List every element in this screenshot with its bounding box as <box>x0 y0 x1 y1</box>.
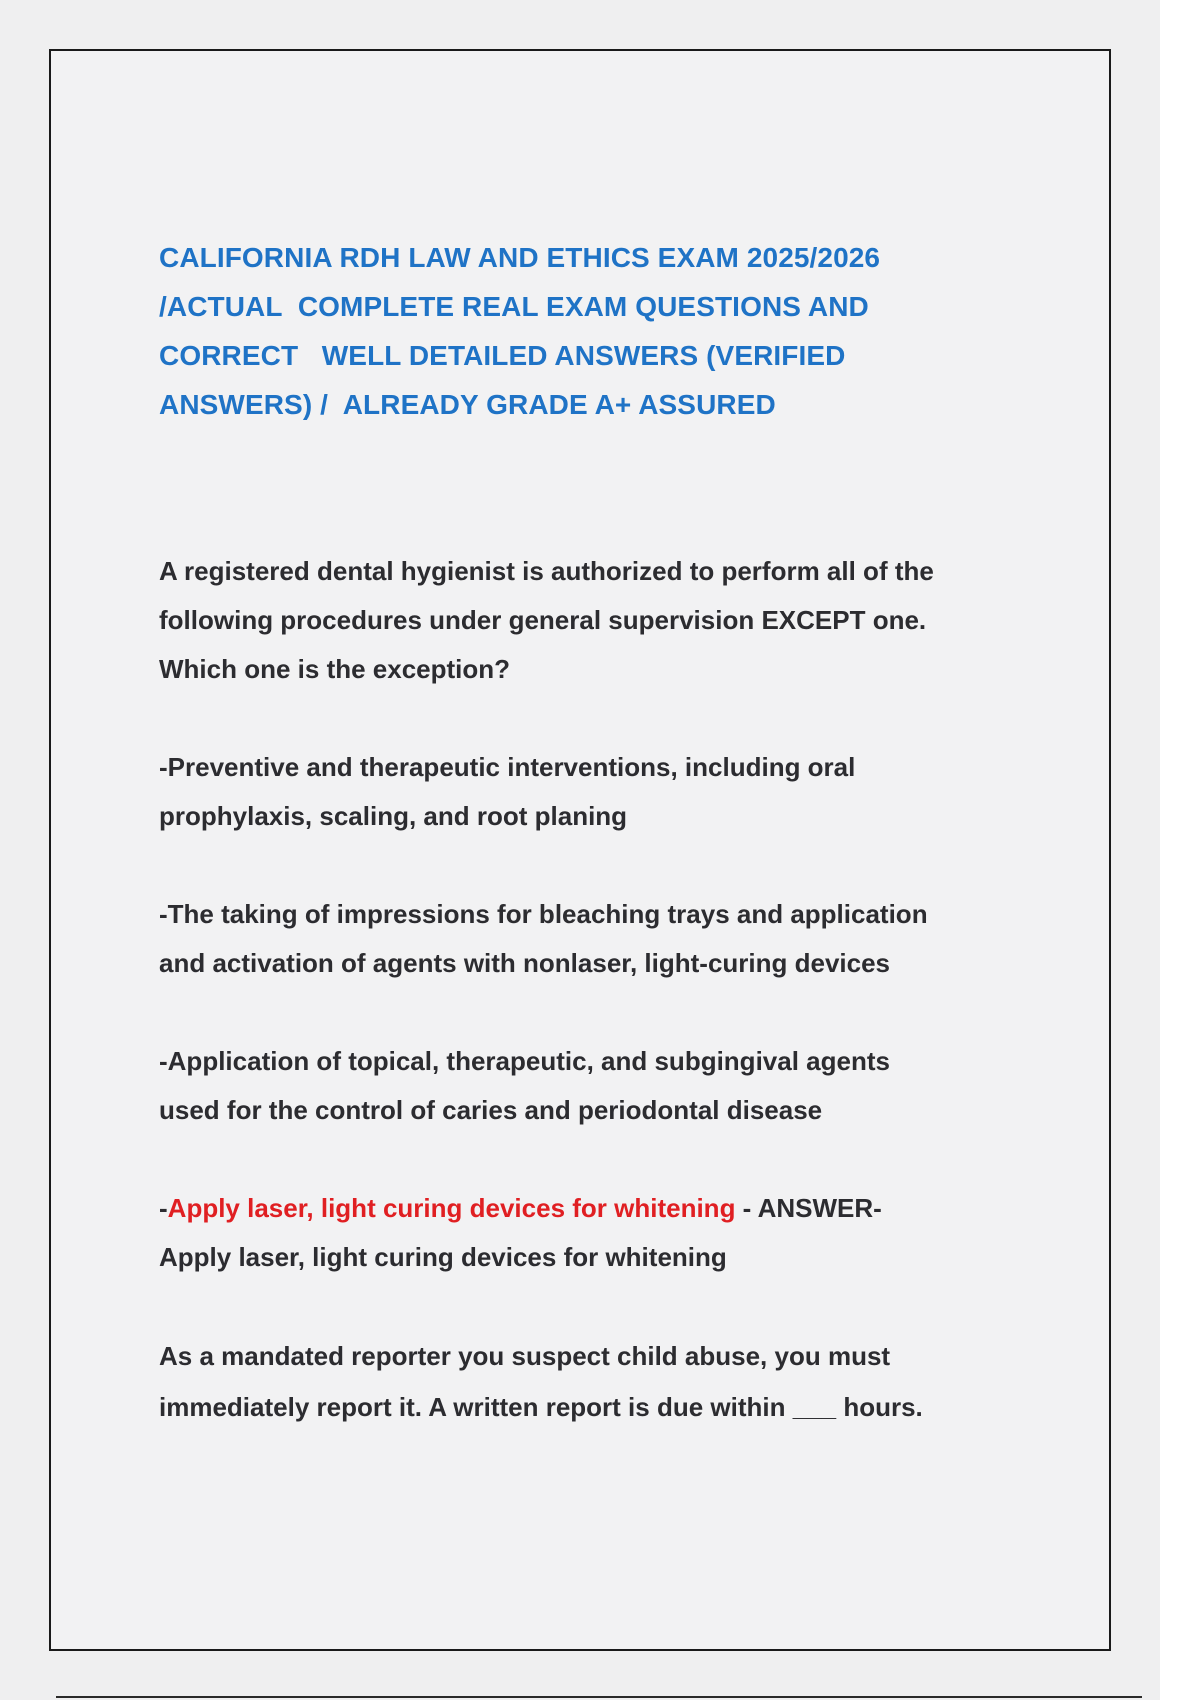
title-line: ANSWERS) / ALREADY GRADE A+ ASSURED <box>159 389 776 420</box>
next-page-top-edge <box>56 1696 1142 1698</box>
document-title <box>159 233 1059 429</box>
question-1-option-3 <box>159 1037 1059 1135</box>
question-1-option-1 <box>159 743 1059 841</box>
page-content <box>159 233 1059 1433</box>
title-line: CORRECT WELL DETAILED ANSWERS (VERIFIED <box>159 340 846 371</box>
highlighted-correct-option: Apply laser, light curing devices for whitening <box>167 1193 736 1223</box>
title-line: CALIFORNIA RDH LAW AND ETHICS EXAM 2025/2026 <box>159 242 881 273</box>
option-line: prophylaxis, scaling, and root planing <box>159 801 628 831</box>
question-line: Which one is the exception? <box>159 654 511 684</box>
question-1-option-2 <box>159 890 1059 988</box>
answer-text: Apply laser, light curing devices for whitening <box>159 1242 727 1272</box>
option-line: -Preventive and therapeutic interventions, including oral <box>159 752 856 782</box>
question-line: immediately report it. A written report is due within ___ hours. <box>159 1392 923 1422</box>
question-line: As a mandated reporter you suspect child abuse, you must <box>159 1341 891 1371</box>
question-line: A registered dental hygienist is authorized to perform all of the <box>159 556 934 586</box>
answer-label: - ANSWER- <box>735 1193 882 1223</box>
question-2-stem <box>159 1331 1059 1433</box>
option-line: used for the control of caries and periodontal disease <box>159 1095 823 1125</box>
question-1-answer-option <box>159 1184 1059 1282</box>
answer-dash: - <box>159 1193 168 1223</box>
viewer-right-margin <box>1160 0 1200 1700</box>
answer-line <box>159 1184 1059 1233</box>
option-line: -Application of topical, therapeutic, and subgingival agents <box>159 1046 890 1076</box>
question-line: following procedures under general supervision EXCEPT one. <box>159 605 927 635</box>
option-line: -The taking of impressions for bleaching trays and application <box>159 899 928 929</box>
option-line: and activation of agents with nonlaser, light-curing devices <box>159 948 891 978</box>
document-page <box>49 49 1111 1651</box>
title-line: /ACTUAL COMPLETE REAL EXAM QUESTIONS AND <box>159 291 869 322</box>
question-1-stem <box>159 547 1059 694</box>
